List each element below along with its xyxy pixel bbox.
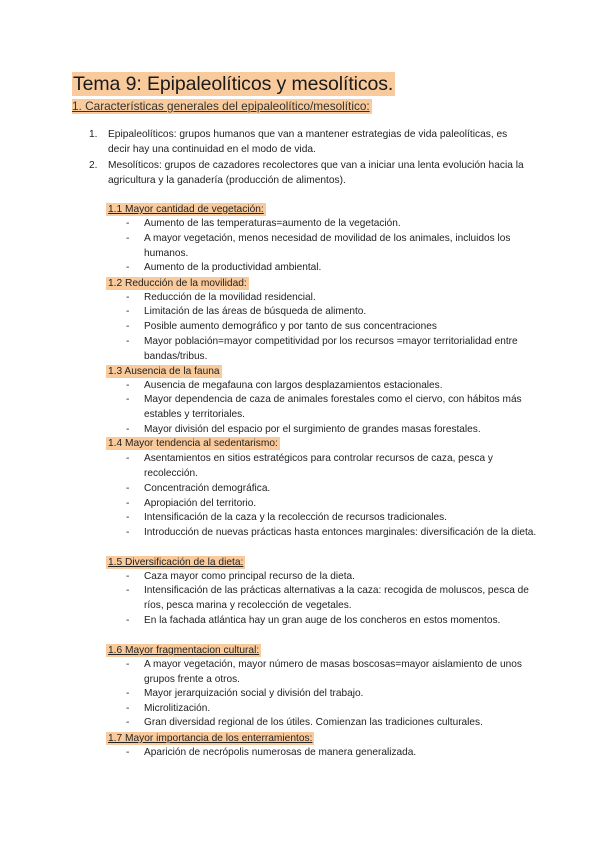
- bullet-text: Mayor división del espacio por el surgimiento de grandes masas forestales.: [144, 424, 481, 435]
- item-number: 1.: [89, 129, 98, 140]
- dash: -: [126, 336, 130, 347]
- bullet-text: Intensificación de la caza y la recolección de recursos tradicionales.: [144, 512, 447, 523]
- bullet-text: Concentración demográfica.: [144, 483, 271, 494]
- dash: -: [126, 585, 130, 596]
- subsection-heading: 1.3 Ausencia de la fauna: [108, 366, 220, 377]
- bullet-text: Aumento de las temperaturas=aumento de la vegetación.: [144, 218, 401, 229]
- section-heading: 1. Características generales del epipaleolítico/mesolítico:: [72, 99, 370, 113]
- dash: -: [126, 571, 130, 582]
- bullet-text: Ausencia de megafauna con largos desplazamientos estacionales.: [144, 380, 443, 391]
- dash: -: [126, 453, 130, 464]
- subsection-heading: 1.7 Mayor importancia de los enterramientos:: [108, 733, 313, 744]
- page-title: Tema 9: Epipaleolíticos y mesolíticos.: [73, 73, 394, 95]
- bullet-text: Asentamientos en sitios estratégicos para controlar recursos de caza, pesca y recolección.: [144, 453, 493, 479]
- bullet-text: Mayor jerarquización social y división del trabajo.: [144, 688, 364, 699]
- dash: -: [126, 615, 130, 626]
- bullet-text: Mayor población=mayor competitividad por los recursos =mayor territorialidad entre bandas/tribus.: [144, 336, 518, 362]
- dash: -: [126, 688, 130, 699]
- dash: -: [126, 380, 130, 391]
- dash: -: [126, 218, 130, 229]
- item-text: Epipaleolíticos: grupos humanos que van a mantener estrategias de vida paleolíticas, es decir hay una continuidad en el modo de vida.: [108, 129, 508, 155]
- bullet-text: Aumento de la productividad ambiental.: [144, 262, 322, 273]
- subsection-heading: 1.4 Mayor tendencia al sedentarismo:: [108, 438, 278, 449]
- dash: -: [126, 717, 130, 728]
- dash: -: [126, 424, 130, 435]
- item-text: Mesolíticos: grupos de cazadores recolectores que van a iniciar una lenta evolución hacia la agricultura y la ganadería (producción de alimentos).: [108, 160, 524, 186]
- bullet-text: En la fachada atlántica hay un gran auge de los concheros en estos momentos.: [144, 615, 501, 626]
- bullet-text: A mayor vegetación, mayor número de masas boscosas=mayor aislamiento de unos grupos frente a otros.: [144, 659, 522, 685]
- item-number: 2.: [89, 160, 98, 171]
- subsection-heading: 1.1 Mayor cantidad de vegetación:: [108, 204, 264, 215]
- dash: -: [126, 233, 130, 244]
- dash: -: [126, 659, 130, 670]
- subsection-heading: 1.6 Mayor fragmentacion cultural:: [108, 645, 260, 656]
- dash: -: [126, 321, 130, 332]
- bullet-text: Limitación de las áreas de búsqueda de alimento.: [144, 306, 367, 317]
- subsection-heading: 1.5 Diversificación de la dieta:: [108, 557, 244, 568]
- bullet-text: Aparición de necrópolis numerosas de manera generalizada.: [144, 747, 417, 758]
- bullet-text: Introducción de nuevas prácticas hasta entonces marginales: diversificación de la dieta.: [144, 527, 537, 538]
- bullet-text: Intensificación de las prácticas alternativas a la caza: recogida de moluscos, pesca de ríos, pesca marina y recolección de vegetales.: [144, 585, 529, 611]
- bullet-text: Mayor dependencia de caza de animales forestales como el ciervo, con hábitos más estables y territoriales.: [144, 394, 522, 420]
- dash: -: [126, 292, 130, 303]
- bullet-text: A mayor vegetación, menos necesidad de movilidad de los animales, incluidos los humanos.: [144, 233, 511, 259]
- dash: -: [126, 394, 130, 405]
- bullet-text: Apropiación del territorio.: [144, 498, 257, 509]
- subsection-heading: 1.2 Reducción de la movilidad:: [108, 278, 247, 289]
- dash: -: [126, 512, 130, 523]
- bullet-text: Caza mayor como principal recurso de la dieta.: [144, 571, 355, 582]
- bullet-text: Gran diversidad regional de los útiles. Comienzan las tradiciones culturales.: [144, 717, 483, 728]
- dash: -: [126, 703, 130, 714]
- dash: -: [126, 498, 130, 509]
- dash: -: [126, 306, 130, 317]
- bullet-text: Reducción de la movilidad residencial.: [144, 292, 316, 303]
- bullet-text: Microlitización.: [144, 703, 211, 714]
- bullet-text: Posible aumento demográfico y por tanto de sus concentraciones: [144, 321, 437, 332]
- dash: -: [126, 747, 130, 758]
- dash: -: [126, 262, 130, 273]
- dash: -: [126, 483, 130, 494]
- dash: -: [126, 527, 130, 538]
